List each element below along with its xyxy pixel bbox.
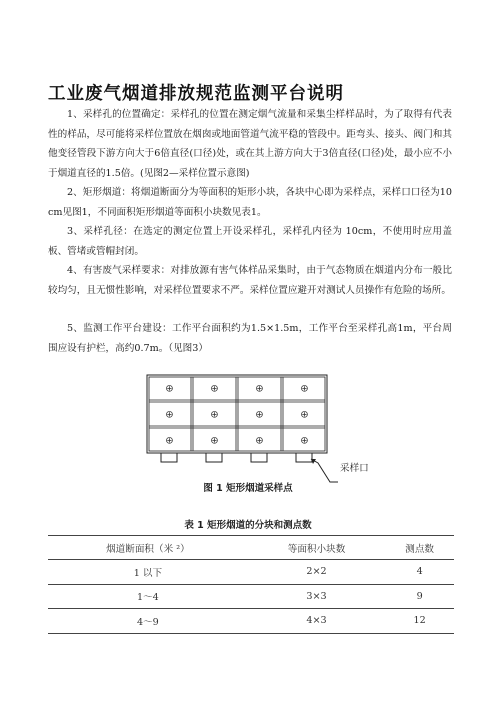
- duct-inner-border: [149, 377, 325, 451]
- paragraph-platform: 5、监测工作平台建设：工作平台面积约为1.5×1.5m，工作平台至采样孔高1m，平台周围应设有护栏，高约0.7m。（见图3）: [48, 323, 452, 354]
- paragraph-hole-diameter: 3、采样孔径：在选定的测定位置上开设采样孔，采样孔内径为 10cm，不使用时应用盖板、管堵或管帽封闭。: [48, 226, 452, 257]
- sampling-point-symbol: ⊕: [165, 435, 174, 447]
- sampling-point-symbol: ⊕: [255, 383, 264, 395]
- header-block-count: 等面积小块数: [248, 536, 385, 560]
- sampling-ports: [161, 453, 312, 462]
- table-cell: 4～9: [48, 609, 248, 634]
- sampling-point-symbol: ⊕: [210, 383, 219, 395]
- sampling-point-symbol: ⊕: [300, 435, 309, 447]
- table-cell: 4: [385, 560, 454, 585]
- table-header-row: [48, 536, 454, 560]
- sampling-port: [251, 453, 267, 462]
- sampling-point-symbol: ⊕: [210, 409, 219, 421]
- table-cell: 1～4: [48, 584, 248, 609]
- table-row: [48, 609, 454, 634]
- sampling-point-symbol: ⊕: [165, 383, 174, 395]
- sampling-port: [161, 453, 177, 462]
- sampling-port: [296, 453, 312, 462]
- sampling-point-symbol: ⊕: [165, 409, 174, 421]
- table-row: [48, 584, 454, 609]
- table-caption: 表 1 矩形烟道的分块和测点数: [184, 520, 312, 531]
- figure-caption: 图 1 矩形烟道采样点: [203, 483, 293, 494]
- header-cross-section-area: 烟道断面积（米 ²）: [48, 536, 248, 560]
- port-leader-line: [311, 459, 338, 482]
- document-title: 工业废气烟道排放规范监测平台说明: [48, 84, 344, 104]
- table-cell: 12: [385, 609, 454, 634]
- paragraph-gas-sampling: 4、有害废气采样要求：对排放源有害气体样品采集时，由于气态物质在烟道内分布一般比较均匀，且无惯性影响，对采样位置要求不严。采样位置应避开对测试人员操作有危险的场所。: [48, 265, 452, 296]
- duct-division-table: [48, 535, 454, 634]
- sampling-point-symbol: ⊕: [300, 383, 309, 395]
- sampling-point-symbol: ⊕: [255, 409, 264, 421]
- table-cell: 4×3: [248, 609, 385, 634]
- table-cell: 9: [385, 584, 454, 609]
- table-cell: 1 以下: [48, 560, 248, 585]
- port-label: 采样口: [340, 463, 369, 474]
- paragraph-rectangular-duct: 2、矩形烟道：将烟道断面分为等面积的矩形小块，各块中心即为采样点，采样口口径为10 cm见图1，不同面积矩形烟道等面积小块数见表1。: [48, 187, 452, 218]
- sampling-point-symbol: ⊕: [255, 435, 264, 447]
- paragraph-sampling-position: 1、采样孔的位置确定：采样孔的位置在测定烟气流量和采集尘样样品时，为了取得有代表性的样品，尽可能将采样位置放在烟囱或地面管道气流平稳的管段中。距弯头、接头、阀门和其他变径管段下游方向大于6倍直径(口径)处，或在其上游方向大于3倍直径(口径)处，最小应不小于烟道直径的1.5倍。(见图2—采样位置示意图): [48, 109, 452, 179]
- table-cell: 2×2: [248, 560, 385, 585]
- table-row: [48, 560, 454, 585]
- sampling-point-symbol: ⊕: [300, 409, 309, 421]
- sampling-point-symbol: ⊕: [210, 435, 219, 447]
- header-point-count: 测点数: [385, 536, 454, 560]
- duct-grid: [147, 375, 327, 453]
- sampling-port: [206, 453, 222, 462]
- table-cell: 3×3: [248, 584, 385, 609]
